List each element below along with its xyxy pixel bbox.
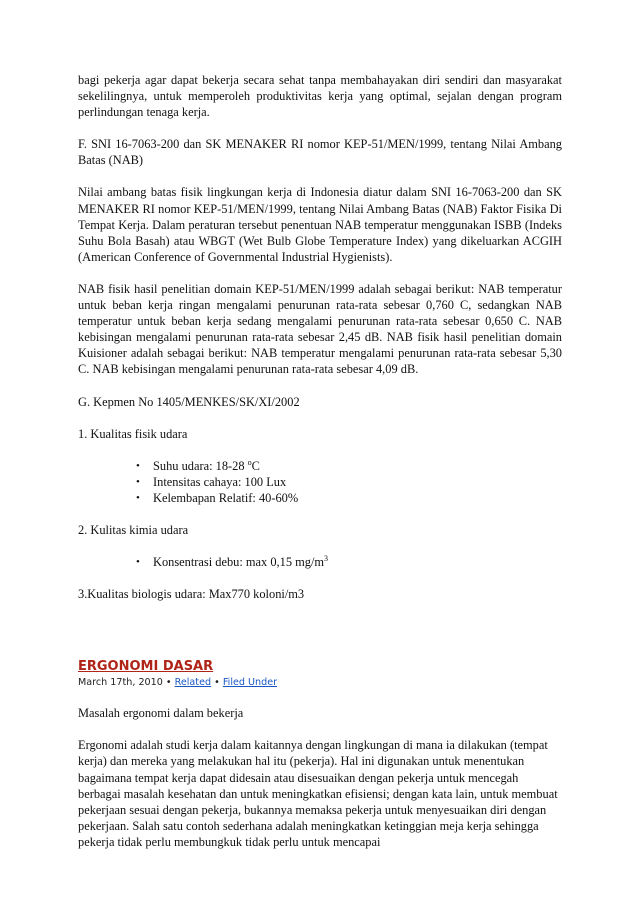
bullet-debu: • Konsentrasi debu: max 0,15 $mg/m^3$ [136,554,562,570]
item2-title: 2. Kulitas kimia udara [78,522,189,537]
section-f-paragraph-2: NAB fisik hasil penelitian domain KEP-51/MEN/1999 adalah sebagai berikut: NAB temperatur untuk beban kerja ringan mengalami penurunan rata-rata sebesar 0,760 C, sedangkan NAB temperatur untuk beban kerja sedang mengalami penurunan rata-rata sebesar 0,650 C. NAB kebisingan mengalami penurunan rata-rata sebesar 2,45 dB. NAB fisik hasil penelitian domain Kuisioner adalah sebagai berikut: NAB temperatur mengalami penurunan rata-rata sebesar 5,30 C. NAB kebisingan mengalami penurunan rata-rata sebesar 4,09 dB. [78,281,562,377]
bullet-kelembapan: • Kelembapan Relatif: 40-60% [136,490,562,506]
post-date: March 17th, 2010 [78,677,163,689]
section-f-title: F. SNI 16-7063-200 dan SK MENAKER RI nomor KEP-51/MEN/1999, tentang Nilai Ambang Batas (NAB) [78,137,562,168]
filed-under-link[interactable]: Filed Under [222,677,278,689]
item1-bullet-list [78,458,562,506]
item2-bullet-list [78,554,562,570]
section-g-title: G. Kepmen No 1405/MENKES/SK/XI/2002 [78,394,300,409]
post-title-link[interactable]: ERGONOMI DASAR [78,659,214,675]
section-f-paragraph-1: Nilai ambang batas fisik lingkungan kerja di Indonesia diatur dalam SNI 16-7063-200 dan SK MENAKER RI nomor KEP-51/MEN/1999, tentang Nilai Ambang Batas (NAB) Faktor Fisika Di Tempat Kerja. Dalam peraturan tersebut penentuan NAB temperatur menggunakan ISBB (Indeks Suhu Bola Basah) atau WBGT (Wet Bulb Globe Temperature Index) yang dikeluarkan ACGIH (American Conference of Governmental Industrial Hygienists). [78,185,562,264]
item1-title: 1. Kualitas fisik udara [78,426,188,441]
item3-title: 3.Kualitas biologis udara: Max770 koloni/m3 [78,587,305,602]
post-subtitle: Masalah ergonomi dalam bekerja [78,706,244,721]
post-body: Ergonomi adalah studi kerja dalam kaitannya dengan lingkungan di mana ia dilakukan (tempat kerja) dan mereka yang melakukan hal itu (pekerja). Hal ini digunakan untuk menentukan bagaimana tempat kerja dapat didesain atau disesuaikan dengan pekerja untuk mencegah berbagai masalah kesehatan dan untuk meningkatkan efisiensi; dengan kata lain, untuk membuat pekerjaan sesuai dengan pekerja, bukannya memaksa pekerja untuk menyesuaikan diri dengan pekerjaan. Salah satu contoh sederhana adalah meningkatkan ketinggian meja kerja sehingga pekerja tidak perlu membungkuk tidak perlu untuk mencapai [78,738,558,849]
post-meta: March 17th, 2010 • Related • Filed Under [78,677,278,689]
related-link[interactable]: Related [174,677,212,689]
bullet-suhu: • Suhu udara: 18-28 $^o$C [136,458,562,474]
document-page [78,72,562,850]
bullet-intensitas: • Intensitas cahaya: 100 Lux [136,474,562,490]
intro-paragraph: bagi pekerja agar dapat bekerja secara sehat tanpa membahayakan diri sendiri dan masyarakat sekelilingnya, untuk memperoleh produktivitas kerja yang optimal, sejalan dengan program perlindungan tenaga kerja. [78,73,562,120]
